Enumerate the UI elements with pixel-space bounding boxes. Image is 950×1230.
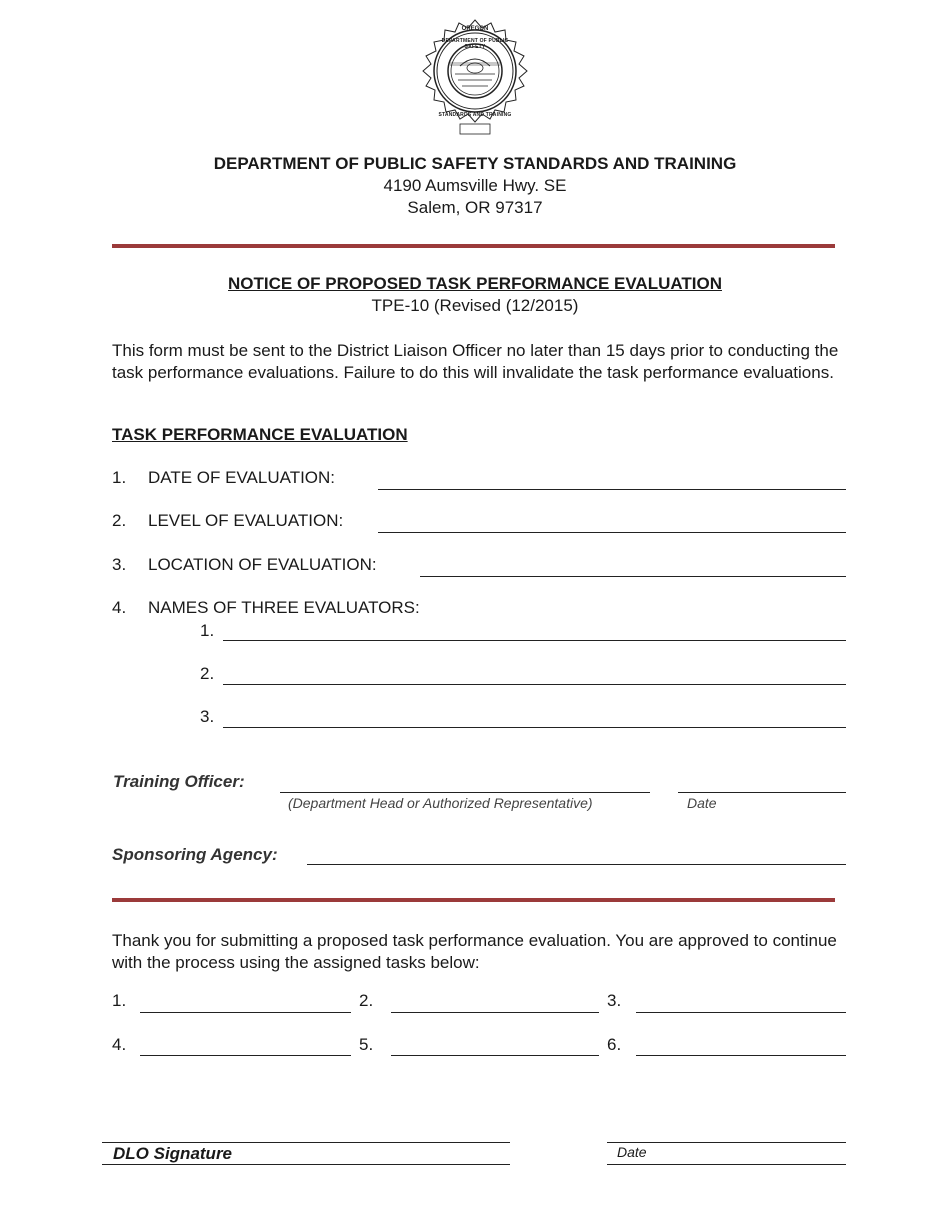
date-of-evaluation-label: DATE OF EVALUATION: <box>148 468 336 487</box>
sponsoring-agency-field[interactable] <box>307 864 846 865</box>
item-3-number: 3. <box>112 555 127 574</box>
evaluator-3-field[interactable] <box>223 727 846 728</box>
training-officer-label: Training Officer: <box>113 772 245 791</box>
task-3-number: 3. <box>607 991 622 1010</box>
training-officer-signature-field[interactable] <box>280 792 650 793</box>
training-officer-date-caption: Date <box>687 795 717 811</box>
oregon-dpsst-seal-logo <box>420 18 530 136</box>
evaluator-2-field[interactable] <box>223 684 846 685</box>
form-code: TPE-10 (Revised (12/2015) <box>371 296 579 315</box>
dlo-signature-field[interactable] <box>102 1142 510 1143</box>
approval-paragraph: Thank you for submitting a proposed task performance evaluation. You are approved to continue with the process using the assigned tasks below: <box>112 931 837 972</box>
section-heading: TASK PERFORMANCE EVALUATION <box>112 425 408 444</box>
task-6-number: 6. <box>607 1035 622 1054</box>
evaluators-label: NAMES OF THREE EVALUATORS: <box>148 598 420 617</box>
evaluator-2-number: 2. <box>200 664 215 683</box>
item-2-number: 2. <box>112 511 127 530</box>
bottom-divider <box>112 898 835 902</box>
department-name: DEPARTMENT OF PUBLIC SAFETY STANDARDS AND TRAINING <box>213 154 737 173</box>
training-officer-caption: (Department Head or Authorized Representative) <box>288 795 593 811</box>
level-of-evaluation-label: LEVEL OF EVALUATION: <box>148 511 344 530</box>
intro-paragraph: This form must be sent to the District Liaison Officer no later than 15 days prior to conducting the task performance evaluations. Failure to do this will invalidate the task performance evaluations. <box>112 341 839 382</box>
address-line-2: Salem, OR 97317 <box>407 198 543 217</box>
task-6-field[interactable] <box>636 1055 846 1056</box>
task-5-field[interactable] <box>391 1055 599 1056</box>
task-2-field[interactable] <box>391 1012 599 1013</box>
evaluator-1-field[interactable] <box>223 640 846 641</box>
item-4-number: 4. <box>112 598 127 617</box>
task-1-number: 1. <box>112 991 127 1010</box>
evaluator-1-number: 1. <box>200 621 215 640</box>
seal-ring-text: DEPARTMENT OF PUBLIC SAFETY <box>441 38 509 50</box>
task-2-number: 2. <box>359 991 374 1010</box>
form-title: NOTICE OF PROPOSED TASK PERFORMANCE EVALUATION <box>228 274 722 293</box>
address-line-1: 4190 Aumsville Hwy. SE <box>383 176 567 195</box>
task-3-field[interactable] <box>636 1012 846 1013</box>
location-of-evaluation-label: LOCATION OF EVALUATION: <box>148 555 377 574</box>
dlo-signature-label: DLO Signature <box>113 1144 233 1163</box>
date-of-evaluation-field[interactable] <box>378 489 846 490</box>
location-of-evaluation-field[interactable] <box>420 576 846 577</box>
dlo-signature-underline <box>102 1164 510 1165</box>
evaluator-3-number: 3. <box>200 707 215 726</box>
task-4-number: 4. <box>112 1035 127 1054</box>
top-divider <box>112 244 835 248</box>
item-1-number: 1. <box>112 468 127 487</box>
task-1-field[interactable] <box>140 1012 351 1013</box>
seal-bottom-text: STANDARDS AND TRAINING <box>438 112 512 118</box>
seal-top-text: OREGON <box>461 26 489 32</box>
level-of-evaluation-field[interactable] <box>378 532 846 533</box>
dlo-date-label: Date <box>617 1144 647 1160</box>
task-5-number: 5. <box>359 1035 374 1054</box>
training-officer-date-field[interactable] <box>678 792 846 793</box>
dlo-date-underline <box>607 1164 846 1165</box>
task-4-field[interactable] <box>140 1055 351 1056</box>
sponsoring-agency-label: Sponsoring Agency: <box>112 845 278 864</box>
dlo-date-field[interactable] <box>607 1142 846 1143</box>
